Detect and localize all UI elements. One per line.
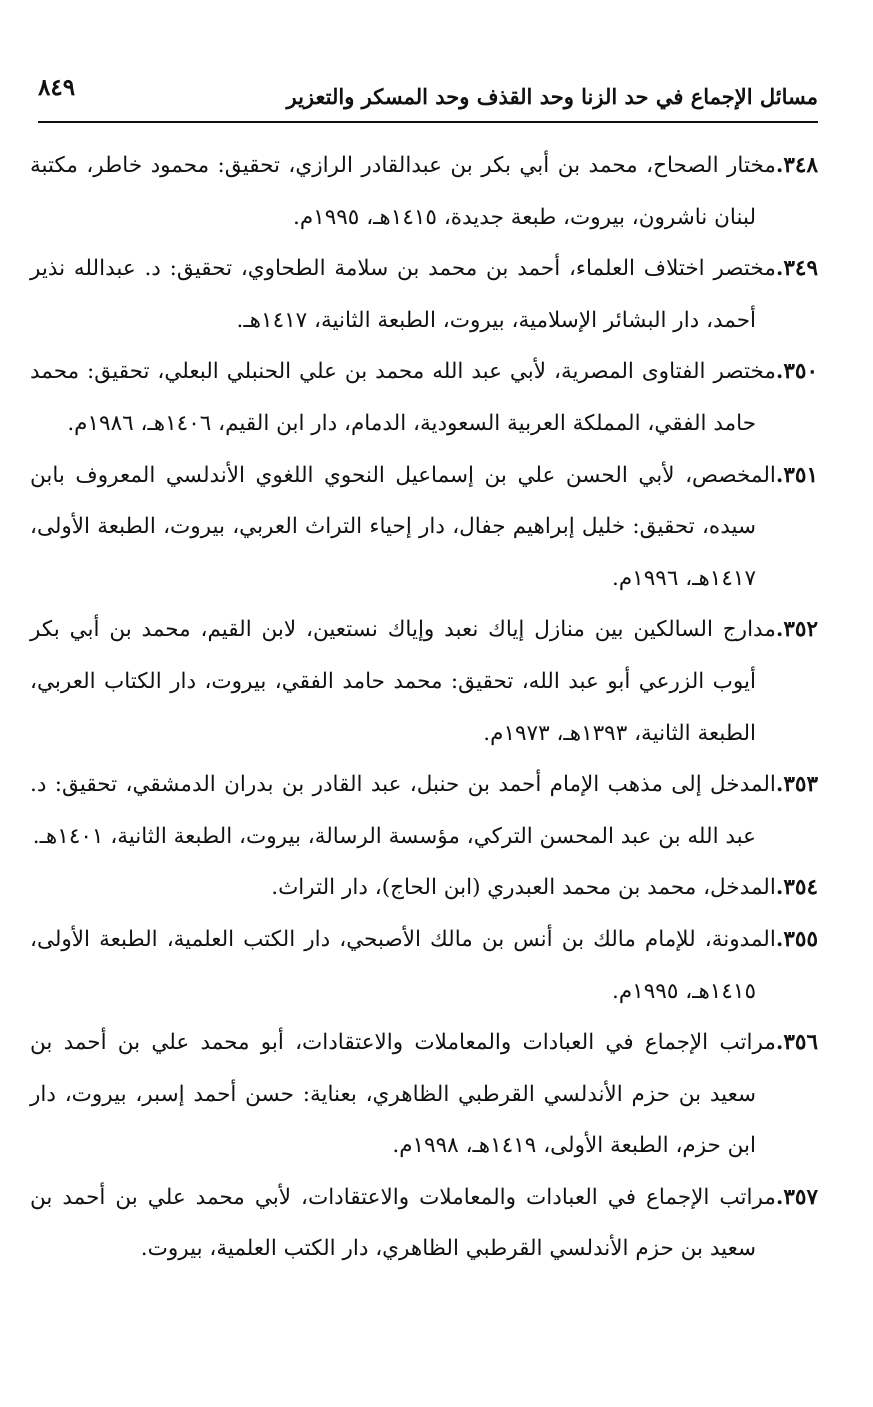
entry-text: المدخل، محمد بن محمد العبدري (ابن الحاج)، دار التراث. [271, 875, 776, 901]
entry-text: المدونة، للإمام مالك بن أنس بن مالك الأصبحي، دار الكتب العلمية، الطبعة الأولى، ١٤١٥هـ، ١٩٩٥م. [30, 926, 776, 1004]
entry-number: ٣٤٩. [775, 256, 818, 282]
bibliography-entry-348 [30, 140, 818, 243]
bibliography-entry-351 [30, 450, 818, 605]
entry-text: المخصص، لأبي الحسن علي بن إسماعيل النحوي اللغوي الأندلسي المعروف بابن سيده، تحقيق: خليل إبراهيم جفال، دار إحياء التراث العربي، بيروت، الطبعة الأولى، ١٤١٧هـ، ١٩٩٦م. [30, 462, 776, 591]
bibliography-entry-355 [30, 914, 818, 1017]
bibliography-entry-353 [30, 759, 818, 862]
entry-number: ٣٥٤. [775, 875, 818, 901]
entry-number: ٣٥١. [775, 462, 818, 488]
bibliography-entry-356 [30, 1017, 818, 1172]
entry-text: مختصر اختلاف العلماء، أحمد بن محمد بن سلامة الطحاوي، تحقيق: د. عبدالله نذير أحمد، دار البشائر الإسلامية، بيروت، الطبعة الثانية، ١٤١٧هـ. [30, 256, 776, 333]
header-divider [38, 121, 818, 123]
bibliography-list [30, 140, 818, 1275]
page-number: ٨٤٩ [38, 74, 76, 101]
entry-number: ٣٥٣. [775, 772, 818, 798]
bibliography-entry-349 [30, 243, 818, 346]
bibliography-entry-352 [30, 604, 818, 759]
entry-text: مدارج السالكين بين منازل إياك نعبد وإياك نستعين، لابن القيم، محمد بن أبي بكر أيوب الزرعي أبو عبد الله، تحقيق: محمد حامد الفقي، بيروت، دار الكتاب العربي، الطبعة الثانية، ١٣٩٣هـ، ١٩٧٣م. [30, 617, 776, 746]
bibliography-entry-354 [30, 862, 818, 914]
entry-text: المدخل إلى مذهب الإمام أحمد بن حنبل، عبد القادر بن بدران الدمشقي، تحقيق: د. عبد الله بن عبد المحسن التركي، مؤسسة الرسالة، بيروت، الطبعة الثانية، ١٤٠١هـ. [30, 772, 776, 849]
entry-number: ٣٥٥. [775, 926, 818, 952]
running-header-title: مسائل الإجماع في حد الزنا وحد القذف وحد المسكر والتعزير [286, 84, 818, 109]
bibliography-entry-357 [30, 1172, 818, 1275]
entry-text: مراتب الإجماع في العبادات والمعاملات والاعتقادات، لأبي محمد علي بن أحمد بن سعيد بن حزم الأندلسي القرطبي الظاهري، دار الكتب العلمية، بيروت. [30, 1184, 776, 1262]
running-header [38, 70, 818, 120]
entry-number: ٣٥٢. [775, 617, 818, 643]
entry-text: مختصر الفتاوى المصرية، لأبي عبد الله محمد بن علي الحنبلي البعلي، تحقيق: محمد حامد الفقي، المملكة العربية السعودية، الدمام، دار ابن القيم، ١٤٠٦هـ، ١٩٨٦م. [30, 359, 776, 436]
entry-text: مراتب الإجماع في العبادات والمعاملات والاعتقادات، أبو محمد علي بن أحمد بن سعيد بن حزم الأندلسي القرطبي الظاهري، بعناية: حسن أحمد إسبر، بيروت، دار ابن حزم، الطبعة الأولى، ١٤١٩هـ، ١٩٩٨م. [30, 1030, 776, 1159]
bibliography-entry-350 [30, 346, 818, 449]
entry-number: ٣٥٦. [775, 1030, 818, 1056]
entry-number: ٣٤٨. [775, 153, 818, 178]
entry-number: ٣٥٧. [775, 1184, 818, 1210]
entry-number: ٣٥٠. [775, 359, 818, 385]
entry-text: مختار الصحاح، محمد بن أبي بكر بن عبدالقادر الرازي، تحقيق: محمود خاطر، مكتبة لبنان ناشرون، بيروت، طبعة جديدة، ١٤١٥هـ، ١٩٩٥م. [30, 153, 776, 230]
